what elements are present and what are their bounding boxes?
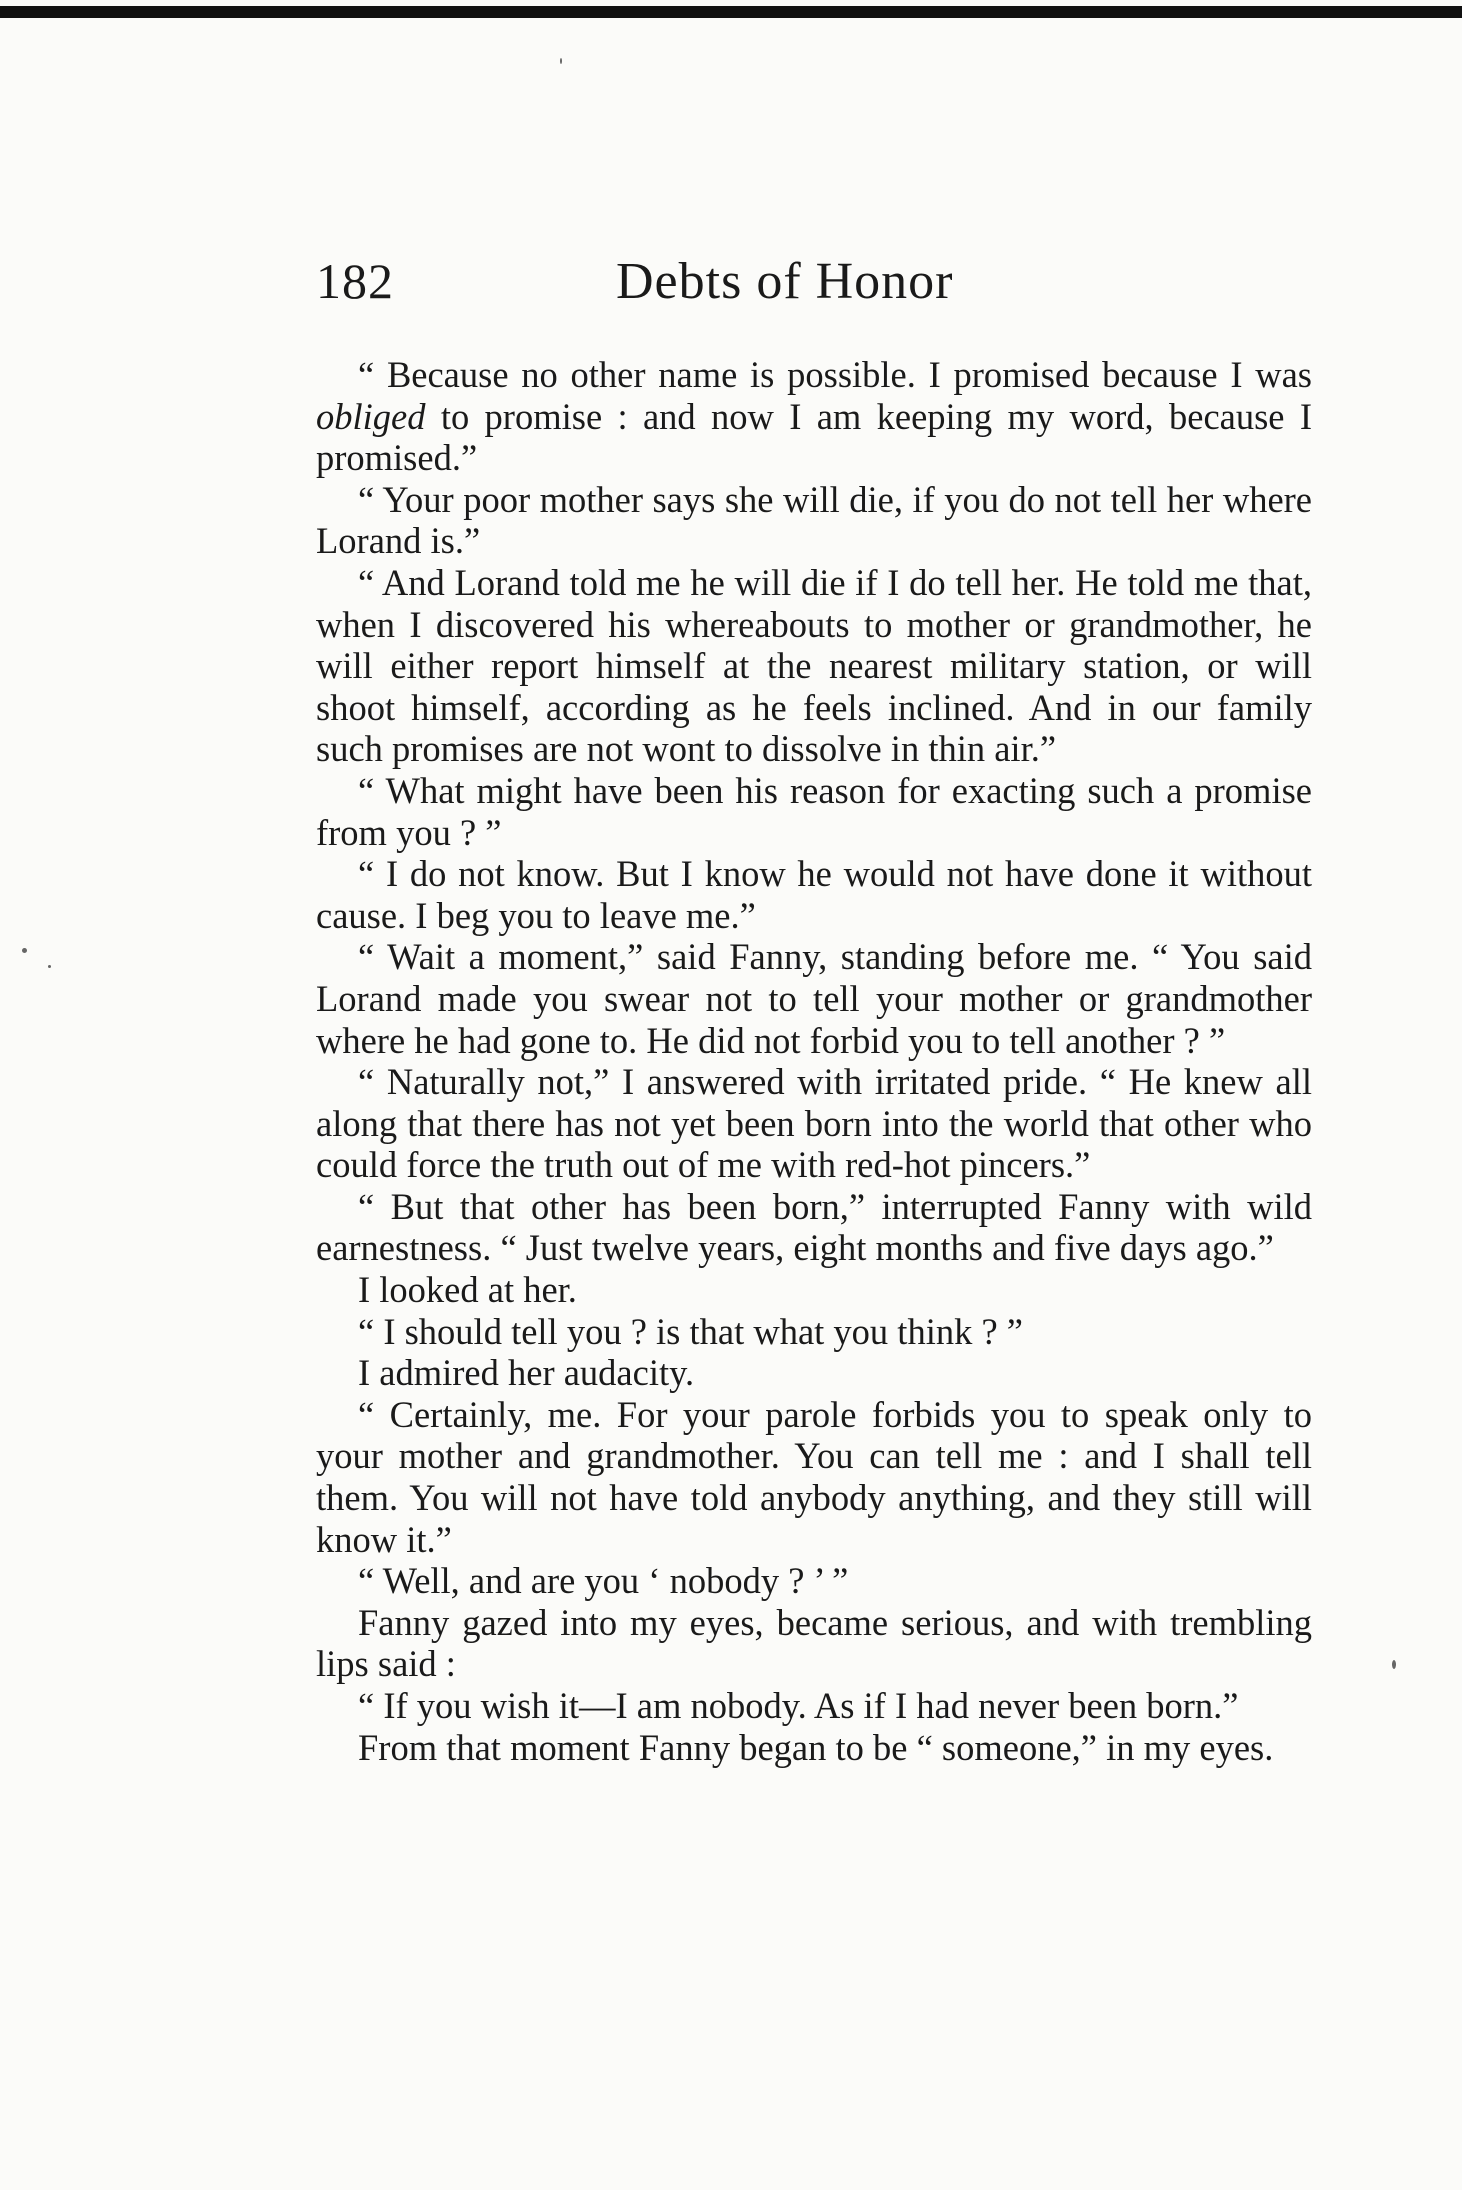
paragraph: “ What might have been his reason for exacting such a promise from you ? ” bbox=[316, 769, 1312, 853]
paragraph: “ Your poor mother says she will die, if you do not tell her where Lorand is.” bbox=[316, 478, 1312, 562]
paper-speck bbox=[1392, 1660, 1396, 1669]
running-title: Debts of Honor bbox=[616, 253, 954, 310]
paper-speck bbox=[560, 58, 562, 64]
paragraph: “ Because no other name is possible. I promised because I was obliged to promise : and now I am keeping my word, because I promised.” bbox=[316, 354, 1312, 479]
paragraph: “ Certainly, me. For your parole forbids you to speak only to your mother and grandmother. You can tell me : and I shall tell them. You will not have told anybody anything, and they still will know it.” bbox=[316, 1393, 1312, 1560]
paragraph: “ Naturally not,” I answered with irritated pride. “ He knew all along that there has not yet been born into the world that other who could force the truth out of me with red-hot pincers.” bbox=[316, 1061, 1312, 1186]
paragraph: “ And Lorand told me he will die if I do tell her. He told me that, when I discovered his whereabouts to mother or grandmother, he will either report himself at the nearest military station, or will shoot himself, according as he feels inclined. And in our family such promises are not wont to dissolve in thin air.” bbox=[316, 561, 1312, 770]
paragraph: “ If you wish it—I am nobody. As if I had never been born.” bbox=[358, 1685, 1239, 1726]
page-number: 182 bbox=[316, 253, 394, 309]
body-text bbox=[316, 354, 1312, 1768]
paragraph: From that moment Fanny began to be “ someone,” in my eyes. bbox=[358, 1726, 1274, 1768]
paragraph: I admired her audacity. bbox=[358, 1352, 695, 1394]
paragraph: “ But that other has been born,” interrupted Fanny with wild earnestness. “ Just twelve years, eight months and five days ago.” bbox=[316, 1185, 1312, 1269]
paragraph: I looked at her. bbox=[358, 1269, 577, 1311]
paragraph: “ I do not know. But I know he would not have done it without cause. I beg you to leave me.” bbox=[316, 853, 1312, 936]
paragraph: “ I should tell you ? is that what you think ? ” bbox=[358, 1310, 1023, 1352]
page-header bbox=[316, 252, 1316, 322]
emphasis-word: obliged bbox=[316, 395, 426, 437]
paper-speck bbox=[22, 948, 27, 953]
paragraph: Fanny gazed into my eyes, became serious, and with trembling lips said : bbox=[316, 1601, 1312, 1685]
top-edge-rule bbox=[0, 6, 1462, 18]
paper-speck bbox=[48, 965, 51, 968]
paragraph: “ Wait a moment,” said Fanny, standing before me. “ You said Lorand made you swear not to tell your mother or grandmother where he had gone to. He did not forbid you to tell another ? ” bbox=[316, 936, 1312, 1061]
paragraph: “ Well, and are you ‘ nobody ? ’ ” bbox=[358, 1560, 849, 1602]
